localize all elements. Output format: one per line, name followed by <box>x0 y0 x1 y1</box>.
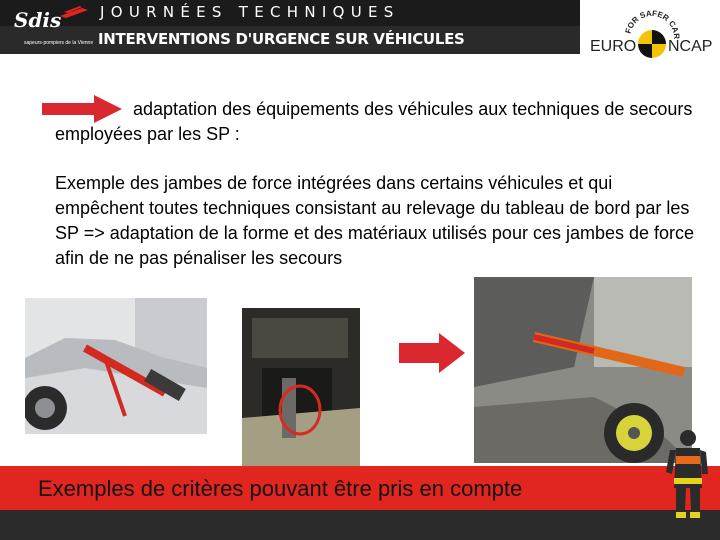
euroncap-right-word: NCAP <box>668 38 713 55</box>
euroncap-emblem <box>588 4 716 64</box>
sdis-logo-subtext: sapeurs-pompiers de la Vienne <box>24 40 94 46</box>
footer-band <box>0 510 720 540</box>
red-swoosh-icon <box>60 6 88 18</box>
euroncap-left-word: EURO <box>590 38 637 55</box>
sdis-logo-text: Sdis <box>14 8 62 32</box>
photo-dashboard-lift <box>474 277 692 463</box>
photo-car-door-rescue <box>25 298 207 434</box>
paragraph-adaptation <box>55 97 695 147</box>
banner-text: Exemples de critères pouvant être pris en compte <box>38 476 523 501</box>
paragraph-adaptation-text: adaptation des équipements des véhicules aux techniques de secours employées par les SP : <box>55 99 693 144</box>
series-title: JOURNÉES TECHNIQUES <box>100 3 400 21</box>
photo-dashboard-strut <box>242 308 360 466</box>
header <box>0 0 720 70</box>
svg-text:FOR SAFER CARS <box>588 4 681 40</box>
firefighter-image <box>664 428 710 536</box>
paragraph-example: Exemple des jambes de force intégrées dans certains véhicules et qui empêchent toutes techniques consistant au relevage du tableau de bord par les SP => adaptation de la forme et des matériaux utilisés pour ces jambes de force afin de ne pas pénaliser les secours <box>55 173 695 268</box>
euroncap-logo <box>588 4 716 64</box>
red-arrow-icon <box>399 333 465 373</box>
event-title: INTERVENTIONS D'URGENCE SUR VÉHICULES <box>98 30 465 48</box>
euroncap-arc-text: FOR SAFER CAR <box>623 8 682 40</box>
